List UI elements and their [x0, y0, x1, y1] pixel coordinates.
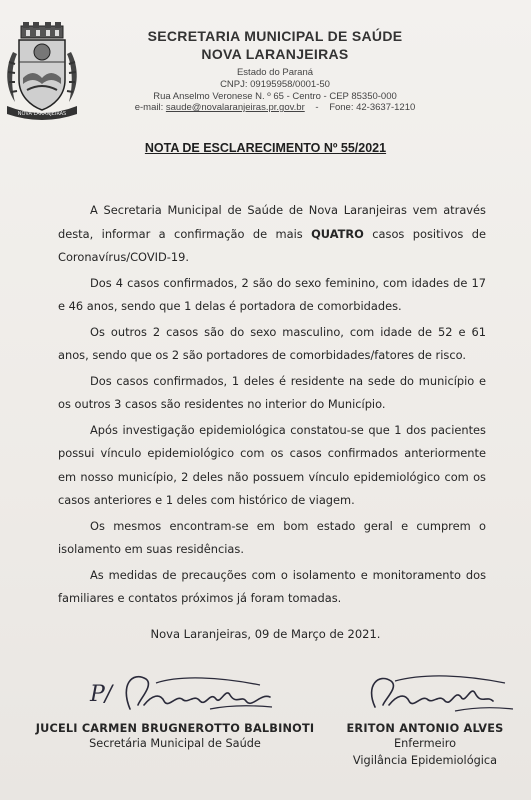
email-link[interactable]: saude@novalaranjeiras.pr.gov.br — [165, 102, 305, 113]
header-city: NOVA LARANJEIRAS — [201, 46, 349, 62]
header-title: SECRETARIA MUNICIPAL DE SAÚDE — [147, 28, 403, 44]
paragraph-2: Dos 4 casos confirmados, 2 são do sexo feminino, com idades de 17 e 46 anos, sendo que 1 delas é portadora de comorbidades. — [58, 275, 486, 313]
paragraph-6: Os mesmos encontram-se em bom estado geral e cumprem o isolamento em suas residências. — [58, 518, 486, 556]
phone-number: Fone: 42-3637-1210 — [329, 102, 416, 113]
note-body — [58, 199, 486, 613]
svg-text:NOVA LARANJEIRAS: NOVA LARANJEIRAS — [17, 111, 67, 117]
handwritten-signature-2 — [335, 665, 515, 721]
signatory-role-1: Secretária Municipal de Saúde — [89, 737, 261, 750]
header-contact — [110, 102, 440, 113]
signature-block-nurse — [330, 665, 520, 769]
signatory-role-2: Enfermeiro — [393, 737, 457, 750]
note-title: NOTA DE ESCLARECIMENTO Nº 55/2021 — [144, 141, 387, 155]
header-address: Rua Anselmo Veronese N. º 65 - Centro - CEP 85350-000 — [153, 91, 397, 102]
case-count-emphasis: QUATRO — [311, 226, 364, 241]
municipal-coat-of-arms-icon — [3, 22, 81, 122]
date-line: Nova Laranjeiras, 09 de Março de 2021. — [150, 627, 381, 641]
paragraph-3: Os outros 2 casos são do sexo masculino, com idade de 52 e 61 anos, sendo que os 2 são portadores de comorbidades/fatores de risco. — [58, 324, 486, 362]
paragraph-5: Após investigação epidemiológica constatou-se que 1 dos pacientes possui vínculo epidemiológico com os casos confirmados anteriormente em nosso município, 2 deles não possuem vínculo epidemiológico com os casos anteriores e 1 deles com histórico de viagem. — [58, 422, 486, 507]
svg-text:P/: P/ — [90, 682, 113, 707]
signatory-dept-2: Vigilância Epidemiológica — [352, 754, 498, 767]
signatory-name-2: ERITON ANTONIO ALVES — [346, 722, 504, 735]
contact-separator: - — [315, 102, 319, 113]
paragraph-1-text: A Secretaria Municipal de Saúde de Nova Laranjeiras vem através desta, informar a confirmação de mais — [58, 203, 486, 241]
header-cnpj: CNPJ: 09195958/0001-50 — [220, 79, 330, 90]
paragraph-4: Dos casos confirmados, 1 deles é residente na sede do município e os outros 3 casos são residentes no interior do Município. — [58, 373, 486, 411]
paragraph-1 — [58, 199, 486, 270]
signatory-name-1: JUCELI CARMEN BRUGNEROTTO BALBINOTI — [35, 722, 315, 735]
paragraph-7: As medidas de precauções com o isolamento e monitoramento dos familiares e contatos próximos já foram tomadas. — [58, 567, 486, 605]
handwritten-signature-1 — [60, 665, 290, 721]
signature-block-secretary — [25, 665, 325, 752]
header-state: Estado do Paraná — [236, 67, 314, 78]
email-label: e-mail: — [134, 102, 164, 113]
paragraph-1-text-end: casos positivos de Coronavírus/COVID-19. — [58, 226, 486, 264]
